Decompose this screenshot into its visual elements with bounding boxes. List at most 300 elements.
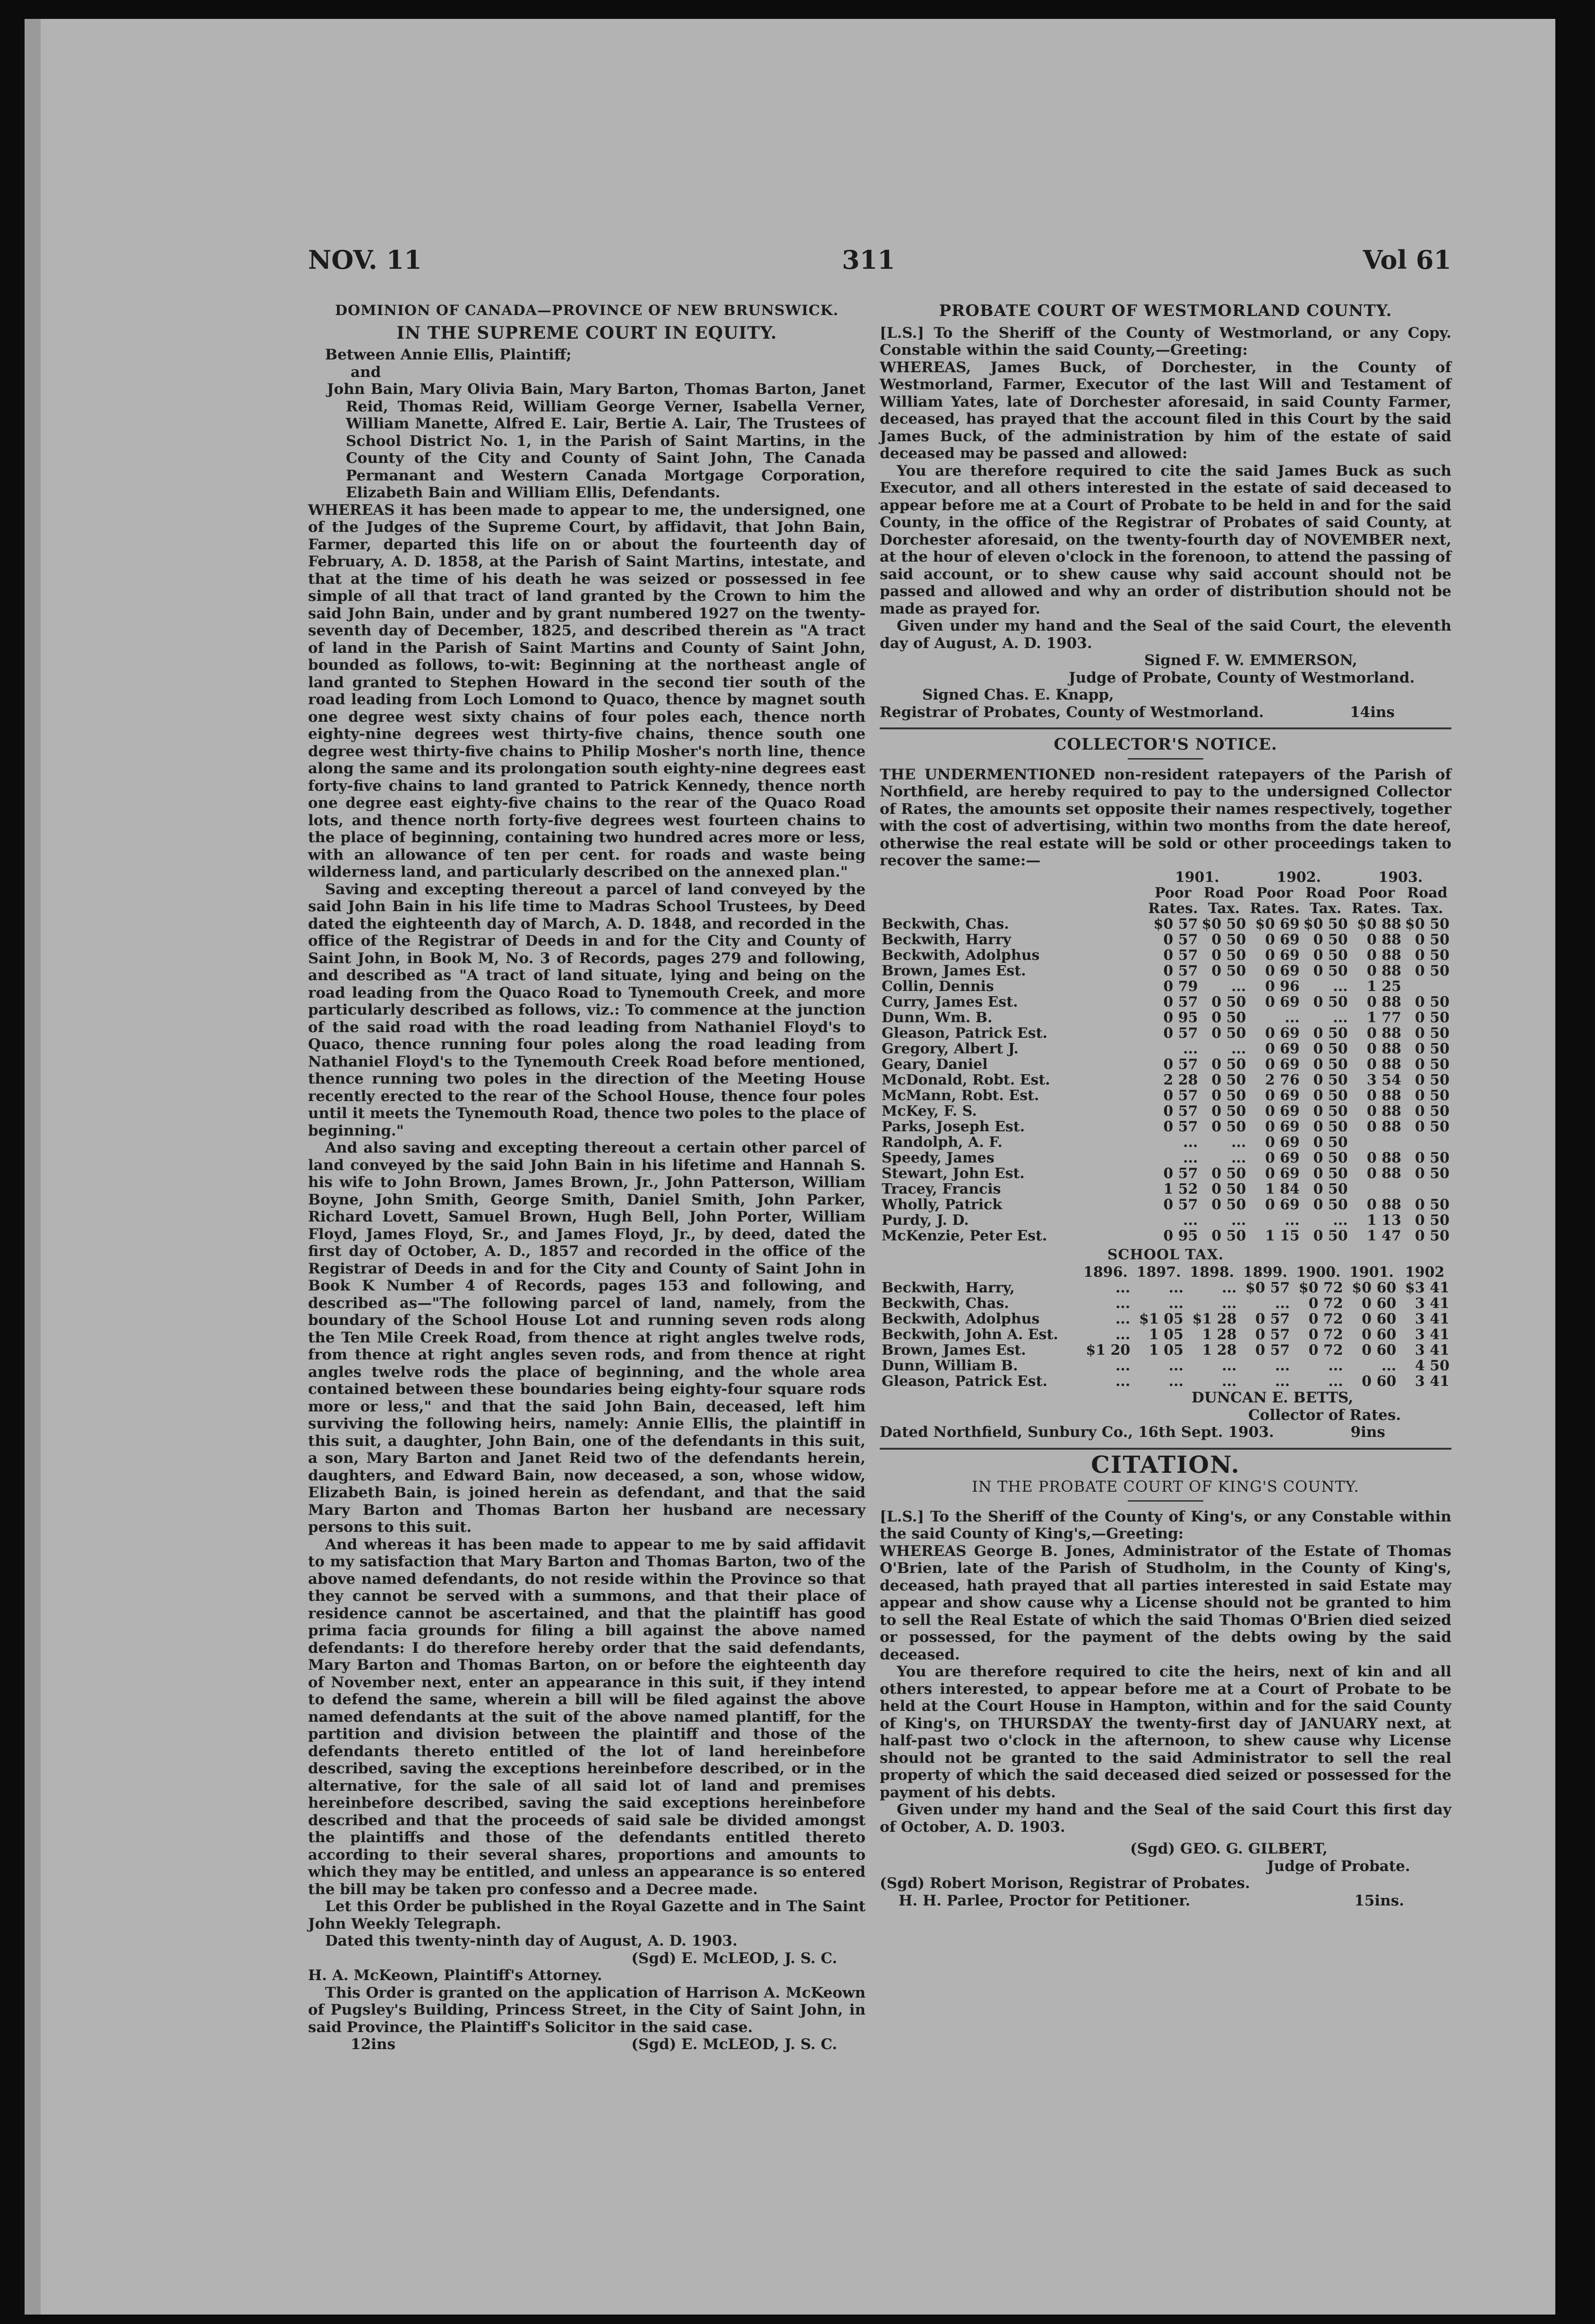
amount-cell: 0 88	[1366, 1149, 1402, 1166]
amount-cell: 0 50	[1211, 962, 1246, 979]
collector-title: Collector of Rates.	[1248, 1406, 1401, 1424]
probate-ls: [L.S.] To the Sheriff of the County of Westmorland, or any Copy. Constable within the said County,—Greeting:	[880, 324, 1451, 359]
amount-cell: 0 69	[1265, 931, 1300, 948]
amount-cell: 0 88	[1366, 1102, 1402, 1119]
collector-table	[880, 870, 1451, 1244]
table-row	[880, 1213, 1451, 1228]
attorney-line: H. A. McKeown, Plaintiff's Attorney.	[308, 1967, 602, 1984]
table-row	[880, 1041, 1451, 1057]
amount-cell: ...	[1183, 1134, 1198, 1151]
amount-cell: 0 57	[1255, 1326, 1290, 1343]
ratepayer-name: Beckwith, Chas.	[882, 915, 1009, 932]
school-tax-table	[880, 1265, 1451, 1389]
amount-cell: 0 57	[1255, 1342, 1290, 1359]
amount-cell: 0 72	[1308, 1326, 1343, 1343]
table-row	[880, 1228, 1451, 1244]
amount-cell: ...	[1222, 1358, 1237, 1374]
court-title: IN THE SUPREME COURT IN EQUITY.	[396, 323, 777, 343]
citation-registrar: (Sgd) Robert Morison, Registrar of Probates.	[880, 1875, 1250, 1892]
citation-judge: Judge of Probate.	[1267, 1857, 1410, 1875]
amount-cell: ...	[1115, 1373, 1131, 1390]
amount-cell: 1 77	[1366, 1009, 1402, 1026]
amount-cell: 0 50	[1313, 1071, 1348, 1088]
amount-cell: $0 50	[1405, 915, 1449, 932]
probate-judge: Judge of Probate, County of Westmorland.	[1069, 669, 1415, 686]
amount-cell: 0 69	[1265, 962, 1300, 979]
probate-heading: PROBATE COURT OF WESTMORLAND COUNTY.	[939, 301, 1392, 320]
amount-cell: 1 28	[1202, 1326, 1237, 1343]
amount-cell: $0 69	[1255, 915, 1300, 932]
citation-proctor: H. H. Parlee, Proctor for Petitioner.	[899, 1892, 1191, 1909]
amount-cell: 0 50	[1211, 1180, 1246, 1197]
amount-cell: 0 88	[1366, 1087, 1402, 1104]
ratepayer-name: McDonald, Robt. Est.	[882, 1071, 1050, 1088]
amount-cell: 3 41	[1415, 1295, 1449, 1312]
amount-cell: $1 05	[1139, 1311, 1183, 1327]
amount-cell: 0 50	[1211, 993, 1246, 1010]
parties-list: John Bain, Mary Olivia Bain, Mary Barton, Thomas Barton, Janet Reid, Thomas Reid, William George Verner, Isabella Verner, William Manette, Alfred E. Lair, Bertie A. Lair, The Trustees of School District No. 1, in the Parish of Saint Martins, in the County of the City and County of Saint John, The Canada Permanant and Western Canada Mortgage Corporation, Elizabeth Bain and William Ellis, Defendants.	[327, 381, 866, 501]
amount-cell: 0 50	[1313, 1118, 1348, 1135]
amount-cell: 0 69	[1265, 1102, 1300, 1119]
amount-cell: 0 57	[1163, 931, 1198, 948]
amount-cell: 0 79	[1163, 978, 1198, 995]
amount-cell: 0 72	[1308, 1342, 1343, 1359]
amount-cell: $0 50	[1303, 915, 1348, 932]
table-row	[880, 1010, 1451, 1025]
amount-cell: 1 28	[1202, 1342, 1237, 1359]
amount-cell: 0 50	[1313, 1196, 1348, 1213]
amount-cell: $0 60	[1352, 1280, 1397, 1296]
left-paragraph-1: WHEREAS it has been made to appear to me, the undersigned, one of the Judges of the Supreme Court, by affidavit, that John Bain, Farmer, departed this life on or about the fourteenth day of February, A. D. 1858, at the Parish of Saint Martins, intestate, and that at the time of his death he was seized or possessed in fee simple of all that tract of land granted by the Crown to him the said John Bain, under and by grant numbered 1927 on the twenty-seventh day of December, 1825, and described therein as "A tract of land in the Parish of Saint Martins and County of Saint John, bounded as follows, to-wit: Beginning at the northeast angle of land granted to Stephen Howard in the second tier south of the road leading from Loch Lomond to Quaco, thence by magnet south one degree west sixty chains of four poles each, thence north eighty-nine degrees west thirty-five chains, thence south one degree west thirty-five chains to Philip Mosher's north line, thence along the same and its prolongation south eighty-nine degrees east forty-five chains to land granted to Patrick Kennedy, thence north one degree east eighty-five chains to the rear of the Quaco Road lots, and thence north forty-five degrees west fourteen chains to the place of beginning, containing two hundred acres more or less, with an allowance of ten per cent. for roads and waste being wilderness land, and particularly described on the annexed plan."	[308, 501, 866, 880]
amount-cell: $0 88	[1357, 915, 1402, 932]
amount-cell: ...	[1231, 1212, 1246, 1229]
amount-cell: 0 57	[1163, 1025, 1198, 1042]
left-signature-2: (Sgd) E. McLEOD, J. S. C.	[631, 2036, 837, 2053]
amount-cell: 0 57	[1163, 1056, 1198, 1073]
collector-footer	[880, 1424, 1451, 1441]
amount-cell	[1350, 1135, 1403, 1150]
amount-cell: ...	[1168, 1295, 1183, 1312]
amount-cell	[1403, 979, 1451, 994]
amount-cell: 0 50	[1313, 1040, 1348, 1057]
amount-cell: $1 28	[1192, 1311, 1237, 1327]
amount-cell: 0 50	[1415, 1009, 1449, 1026]
amount-cell: 0 50	[1313, 1180, 1348, 1197]
ratepayer-name: McMann, Robt. Est.	[882, 1087, 1039, 1104]
amount-cell: ...	[1275, 1358, 1290, 1374]
table-row	[880, 1181, 1451, 1197]
amount-cell: 0 57	[1163, 947, 1198, 964]
year-1902: 1902.	[1277, 869, 1321, 886]
table-row	[880, 1057, 1451, 1072]
amount-cell: 0 50	[1415, 947, 1449, 964]
amount-cell: 0 50	[1211, 1102, 1246, 1119]
amount-cell: ...	[1115, 1326, 1131, 1343]
left-paragraph-4: And whereas it has been made to appear to me by said affidavit to my satisfaction that Mary Barton and Thomas Barton, two of the above named defendants, do not reside within the Province so that they cannot be served with a summons, and that their place of residence cannot be ascertained, and that the plaintiff has good prima facia grounds for filing a bill against the above named defendants: I do therefore hereby order that the said defendants, Mary Barton and Thomas Barton, on or before the eighteenth day of November next, enter an appearance in this suit, if they intend to defend the same, wherein a bill will be filed against the above named defendants at the suit of the above named plantiff, for the partition and division between the plaintiff and those of the defendants thereto entitled of the lot of land hereinbefore described, saving the exceptions hereinbefore described, or in the alternative, for the sale of all said lot of land and premises hereinbefore described, saving the said exceptions hereinbefore described and that the proceeds of said sale be divided amongst the plaintiffs and those of the defendants entitled thereto according to their several shares, proportions and amounts to which they may be entitled, and unless an appearance is so entered the bill may be taken pro confesso and a Decree made.	[308, 1536, 866, 1898]
amount-cell: ...	[1168, 1373, 1183, 1390]
left-paragraph-6: This Order is granted on the application of Harrison A. McKeown of Pugsley's Building, Princess Street, in the City of Saint John, in said Province, the Plaintiff's Solicitor in the said case.	[308, 1984, 866, 2036]
col-header: Poor Rates.	[1148, 884, 1198, 917]
amount-cell: 0 50	[1211, 1025, 1246, 1042]
amount-cell: 0 50	[1211, 931, 1246, 948]
ratepayer-name: Parks, Joseph Est.	[882, 1118, 1025, 1135]
amount-cell: 0 50	[1211, 1087, 1246, 1104]
table-row	[880, 1025, 1451, 1041]
header-page-number: 311	[842, 245, 895, 275]
ratepayer-name: Beckwith, Harry,	[882, 1280, 1015, 1296]
amount-cell: ...	[1328, 1358, 1343, 1374]
amount-cell: 0 50	[1415, 1071, 1449, 1088]
amount-cell: 0 50	[1415, 1102, 1449, 1119]
table-row	[880, 1119, 1451, 1135]
table-row	[880, 1280, 1451, 1296]
amount-cell: 0 69	[1265, 947, 1300, 964]
amount-cell: 0 88	[1366, 1118, 1402, 1135]
school-year: 1897.	[1136, 1264, 1181, 1281]
collector-intro: THE UNDERMENTIONED non-resident ratepayers of the Parish of Northfield, are hereby required to pay to the undersigned Collector of Rates, the amounts set opposite their names respectively, together with the cost of advertising, within two months from the date hereof, otherwise the real estate will be sold or other proceedings taken to recover the same:—	[880, 766, 1451, 869]
amount-cell: 0 69	[1265, 1087, 1300, 1104]
left-dated: Dated this twenty-ninth day of August, A. D. 1903.	[325, 1932, 737, 1949]
collector-dated: Dated Northfield, Sunbury Co., 16th Sept. 1903.	[880, 1424, 1274, 1441]
amount-cell: 0 57	[1163, 1102, 1198, 1119]
collector-years-row	[880, 870, 1451, 885]
amount-cell: ...	[1168, 1358, 1183, 1374]
amount-cell: 0 57	[1163, 1118, 1198, 1135]
ratepayer-name: Brown, James Est.	[882, 1342, 1026, 1359]
ratepayer-name: Gleason, Patrick Est.	[882, 1373, 1047, 1390]
ratepayer-name: Curry, James Est.	[882, 993, 1018, 1010]
amount-cell: 1 13	[1366, 1212, 1402, 1229]
probate-paragraph-2: You are therefore required to cite the said James Buck as such Executor, and all others interested in the estate of said deceased to appear before me at a Court of Probate to be held in and for the said County, in the office of the Registrar of Probates of said County, at Dorchester aforesaid, on the twenty-fourth day of NOVEMBER next, at the hour of eleven o'clock in the forenoon, to attend the passing of said account, or to shew cause why said account should not be passed and allowed and why an order of distribution should not be made as prayed for.	[880, 462, 1451, 617]
amount-cell: 0 95	[1163, 1227, 1198, 1244]
amount-cell: 0 57	[1163, 993, 1198, 1010]
amount-cell: 0 50	[1313, 1025, 1348, 1042]
amount-cell: 0 88	[1366, 1025, 1402, 1042]
amount-cell: 0 57	[1163, 1165, 1198, 1182]
amount-cell: 0 50	[1415, 1212, 1449, 1229]
col-header: Road Tax.	[1305, 884, 1346, 917]
citation-paragraph-1: WHEREAS George B. Jones, Administrator of the Estate of Thomas O'Brien, late of the Parish of Studholm, in the County of King's, deceased, hath prayed that all parties interested in said Estate may appear and show cause why a License should not be granted to him to sell the Real Estate of which the said Thomas O'Brien died seized or possessed, for the payment of the debts owing by the said deceased.	[880, 1542, 1451, 1663]
header-date: NOV. 11	[308, 245, 422, 275]
header-volume: Vol 61	[1363, 245, 1451, 275]
school-year: 1902	[1405, 1264, 1445, 1281]
amount-cell: 0 50	[1313, 1134, 1348, 1151]
table-row	[880, 916, 1451, 932]
table-row	[880, 1296, 1451, 1311]
year-1903: 1903.	[1378, 869, 1423, 886]
table-row	[880, 1103, 1451, 1119]
school-tax-heading: SCHOOL TAX.	[1107, 1246, 1224, 1263]
amount-cell: 1 47	[1366, 1227, 1402, 1244]
amount-cell: 1 15	[1265, 1227, 1300, 1244]
amount-cell: ...	[1333, 978, 1348, 995]
amount-cell: 0 50	[1415, 1087, 1449, 1104]
amount-cell: 0 50	[1415, 931, 1449, 948]
amount-cell: 0 95	[1163, 1009, 1198, 1026]
amount-cell: $3 41	[1405, 1280, 1449, 1296]
amount-cell: 0 69	[1265, 1056, 1300, 1073]
amount-cell: 4 50	[1415, 1358, 1449, 1374]
amount-cell: ...	[1285, 1212, 1300, 1229]
collector-ins: 9ins	[1350, 1424, 1385, 1441]
ratepayer-name: Stewart, John Est.	[882, 1165, 1025, 1182]
amount-cell: ...	[1275, 1295, 1290, 1312]
amount-cell: ...	[1222, 1280, 1237, 1296]
amount-cell: 0 69	[1265, 1134, 1300, 1151]
amount-cell: 0 50	[1415, 1165, 1449, 1182]
amount-cell: 3 41	[1415, 1311, 1449, 1327]
amount-cell: 0 88	[1366, 1040, 1402, 1057]
left-paragraph-2: Saving and excepting thereout a parcel of land conveyed by the said John Bain in his life time to Madras School Trustees, by Deed dated the eighteenth day of March, A. D. 1848, and recorded in the office of the Registrar of Deeds in and for the City and County of Saint John, in Book M, No. 3 of Records, pages 279 and following, and described as "A tract of land situate, lying and being on the road leading from the Quaco Road to Tynemouth Creek, and more particularly described as follows, viz.: To commence at the junction of the said road with the road leading from Nathaniel Floyd's to Quaco, thence running four poles along the road leading from Nathaniel Floyd's to the Tynemouth Creek Road before mentioned, thence running two poles in the direction of the Meeting House recently erected to the rear of the School House, thence four poles until it meets the Tynemouth Road, thence two poles to the place of beginning."	[308, 880, 866, 1139]
school-year: 1898.	[1190, 1264, 1235, 1281]
amount-cell: $1 20	[1086, 1342, 1131, 1359]
amount-cell: 0 88	[1366, 947, 1402, 964]
left-column	[308, 302, 866, 2053]
amount-cell: 0 96	[1265, 978, 1300, 995]
amount-cell: 3 54	[1366, 1071, 1402, 1088]
amount-cell: ...	[1231, 978, 1246, 995]
ratepayer-name: Tracey, Francis	[882, 1180, 1001, 1197]
page-edge	[25, 19, 41, 2315]
amount-cell: ...	[1381, 1358, 1397, 1374]
amount-cell: 0 50	[1415, 1227, 1449, 1244]
citation-ls: [L.S.] To the Sheriff of the County of King's, or any Constable within the said County of King's,—Greeting:	[880, 1508, 1451, 1542]
amount-cell: ...	[1168, 1280, 1183, 1296]
amount-cell: 0 88	[1366, 1196, 1402, 1213]
amount-cell: ...	[1333, 1212, 1348, 1229]
ratepayer-name: Gleason, Patrick Est.	[882, 1025, 1047, 1042]
ratepayer-name: Beckwith, John A. Est.	[882, 1326, 1058, 1343]
collector-cols-row	[880, 885, 1451, 916]
amount-cell: 0 69	[1265, 1196, 1300, 1213]
left-footer	[308, 2036, 866, 2053]
table-row	[880, 1197, 1451, 1213]
left-ins: 12ins	[351, 2036, 395, 2053]
table-row	[880, 1088, 1451, 1103]
citation-signature: (Sgd) GEO. G. GILBERT,	[1130, 1840, 1328, 1857]
amount-cell: 0 50	[1211, 947, 1246, 964]
table-row	[880, 963, 1451, 979]
amount-cell: 0 72	[1308, 1311, 1343, 1327]
table-row	[880, 1311, 1451, 1327]
amount-cell: ...	[1231, 1040, 1246, 1057]
amount-cell: 0 60	[1362, 1342, 1397, 1359]
and-line: and	[351, 363, 381, 381]
citation-short-rule	[1128, 1500, 1203, 1502]
amount-cell: 0 50	[1415, 1025, 1449, 1042]
amount-cell: 1 05	[1149, 1326, 1183, 1343]
col-header: Road Tax.	[1407, 884, 1448, 917]
amount-cell: 0 50	[1211, 1196, 1246, 1213]
col-header: Poor Rates.	[1250, 884, 1300, 917]
probate-ins: 14ins	[1350, 703, 1395, 721]
ratepayer-name: Dunn, Wm. B.	[882, 1009, 993, 1026]
collector-heading: COLLECTOR'S NOTICE.	[1054, 735, 1278, 754]
amount-cell: ...	[1222, 1295, 1237, 1312]
school-year: 1899.	[1243, 1264, 1287, 1281]
amount-cell: $0 57	[1153, 915, 1198, 932]
probate-paragraph-1: WHEREAS, James Buck, of Dorchester, in the County of Westmorland, Farmer, Executor of the last Will and Testament of William Yates, late of Dorchester aforesaid, in said County Farmer, deceased, has prayed that the account filed in this Court by the said James Buck, of the administration by him of the estate of said deceased may be passed and allowed:	[880, 359, 1451, 462]
amount-cell: $0 57	[1245, 1280, 1290, 1296]
amount-cell: 0 50	[1313, 1087, 1348, 1104]
amount-cell	[1350, 1181, 1403, 1197]
amount-cell: ...	[1183, 1149, 1198, 1166]
probate-signed: Signed F. W. EMMERSON,	[1144, 652, 1357, 669]
amount-cell: 0 60	[1362, 1373, 1397, 1390]
amount-cell: 0 60	[1362, 1326, 1397, 1343]
citation-ins: 15ins.	[1354, 1892, 1404, 1909]
amount-cell	[1403, 1181, 1451, 1197]
ratepayer-name: Speedy, James	[882, 1149, 995, 1166]
section-rule-1	[880, 727, 1451, 729]
amount-cell: 0 57	[1163, 1087, 1198, 1104]
school-year: 1901.	[1349, 1264, 1394, 1281]
amount-cell: 0 50	[1211, 1009, 1246, 1026]
school-year: 1900.	[1296, 1264, 1341, 1281]
school-years-row	[880, 1265, 1451, 1280]
amount-cell: 0 50	[1415, 1118, 1449, 1135]
amount-cell: 0 69	[1265, 1149, 1300, 1166]
amount-cell: 1 52	[1163, 1180, 1198, 1197]
table-row	[880, 1374, 1451, 1389]
amount-cell: 1 25	[1366, 978, 1402, 995]
amount-cell: 0 57	[1163, 962, 1198, 979]
amount-cell: 2 28	[1163, 1071, 1198, 1088]
amount-cell: 0 69	[1265, 1025, 1300, 1042]
amount-cell: 0 50	[1313, 1102, 1348, 1119]
citation-paragraph-2: You are therefore required to cite the heirs, next of kin and all others interested, to appear before me at a Court of Probate to be held at the Court House in Hampton, within and for the said County of King's, on THURSDAY the twenty-first day of JANUARY next, at half-past two o'clock in the afternoon, to shew cause why License should not be granted to the said Administrator to sell the real property of which the said deceased died seized or possessed for the payment of his debts.	[880, 1663, 1451, 1801]
amount-cell: 0 50	[1313, 931, 1348, 948]
amount-cell: 2 76	[1265, 1071, 1300, 1088]
amount-cell: ...	[1115, 1311, 1131, 1327]
amount-cell: 0 69	[1265, 993, 1300, 1010]
amount-cell: 0 50	[1211, 1056, 1246, 1073]
ratepayer-name: Dunn, William B.	[882, 1358, 1018, 1374]
table-row	[880, 1150, 1451, 1166]
amount-cell: 0 72	[1308, 1295, 1343, 1312]
col-header: Road Tax.	[1203, 884, 1244, 917]
amount-cell: 0 50	[1313, 962, 1348, 979]
amount-cell: 0 57	[1255, 1311, 1290, 1327]
amount-cell: 0 50	[1211, 1071, 1246, 1088]
table-row	[880, 932, 1451, 948]
amount-cell: 0 60	[1362, 1295, 1397, 1312]
ratepayer-name: Collin, Dennis	[882, 978, 994, 995]
amount-cell: 0 69	[1265, 1118, 1300, 1135]
table-row	[880, 1358, 1451, 1374]
amount-cell: 0 50	[1211, 1227, 1246, 1244]
amount-cell: ...	[1115, 1280, 1131, 1296]
ratepayer-name: Randolph, A. F.	[882, 1134, 1003, 1151]
amount-cell: 0 50	[1415, 1196, 1449, 1213]
left-paragraph-3: And also saving and excepting thereout a certain other parcel of land conveyed by the said John Bain in his lifetime and Hannah S. his wife to John Brown, James Brown, Jr., John Patterson, William Boyne, John Smith, George Smith, Daniel Smith, John Parker, Richard Lovett, Samuel Brown, Hugh Bell, John Porter, William Floyd, James Floyd, Sr., and James Floyd, Jr., by deed, dated the first day of October, A. D., 1857 and recorded in the office of the Registrar of Deeds in and for the City and County of Saint John in Book K Number 4 of Records, pages 153 and following, and described as—"The following parcel of land, namely, from the boundary of the School House Lot and running seven rods along the Ten Mile Creek Road, from thence at right angles twelve rods, from thence at right angles seven rods, and from thence at right angles twelve rods the place of beginning, and the whole area contained between these boundaries being eighty-four square rods more or less," and that the said John Bain, deceased, left him surviving the following heirs, namely: Annie Ellis, the plaintiff in this suit, a daughter, John Bain, one of the defendants in this suit, a son, Mary Barton and Janet Reid two of the defendants herein, daughters, and Edward Bain, now deceased, a son, whose widow, Elizabeth Bain, is joined herein as defendant, and that the said Mary Barton and Thomas Barton her husband are necessary persons to this suit.	[308, 1139, 866, 1536]
right-column	[880, 302, 1451, 1909]
amount-cell: 3 41	[1415, 1373, 1449, 1390]
table-row	[880, 948, 1451, 963]
amount-cell: 0 69	[1265, 1040, 1300, 1057]
amount-cell: 0 69	[1265, 1165, 1300, 1182]
amount-cell: 0 57	[1163, 1196, 1198, 1213]
col-header: Poor Rates.	[1351, 884, 1402, 917]
collector-name: DUNCAN E. BETTS,	[1192, 1389, 1354, 1406]
amount-cell: 0 50	[1313, 993, 1348, 1010]
amount-cell: ...	[1115, 1295, 1131, 1312]
ratepayer-name: Beckwith, Harry	[882, 931, 1012, 948]
table-row	[880, 1166, 1451, 1181]
amount-cell: 0 88	[1366, 1165, 1402, 1182]
year-1901: 1901.	[1175, 869, 1219, 886]
ratepayer-name: McKey, F. S.	[882, 1102, 977, 1119]
amount-cell: 0 88	[1366, 993, 1402, 1010]
amount-cell: $0 72	[1298, 1280, 1343, 1296]
table-row	[880, 994, 1451, 1010]
amount-cell: 0 88	[1366, 931, 1402, 948]
amount-cell: 0 50	[1415, 1149, 1449, 1166]
between-line: Between Annie Ellis, Plaintiff;	[325, 346, 572, 363]
amount-cell: 0 50	[1415, 1056, 1449, 1073]
amount-cell: 1 05	[1149, 1342, 1183, 1359]
left-heading: DOMINION OF CANADA—PROVINCE OF NEW BRUNSWICK.	[335, 302, 839, 319]
amount-cell: ...	[1275, 1373, 1290, 1390]
amount-cell: ...	[1328, 1373, 1343, 1390]
amount-cell: 0 60	[1362, 1311, 1397, 1327]
ratepayer-name: Beckwith, Chas.	[882, 1295, 1009, 1312]
table-row	[880, 1072, 1451, 1088]
table-row	[880, 1135, 1451, 1150]
citation-given: Given under my hand and the Seal of the said Court this first day of October, A. D. 1903.	[880, 1801, 1451, 1836]
amount-cell: 0 50	[1415, 962, 1449, 979]
ratepayer-name: Beckwith, Adolphus	[882, 1311, 1040, 1327]
amount-cell: ...	[1183, 1212, 1198, 1229]
table-row	[880, 1327, 1451, 1342]
amount-cell: ...	[1183, 1040, 1198, 1057]
amount-cell: 0 50	[1313, 1056, 1348, 1073]
ratepayer-name: Wholly, Patrick	[882, 1196, 1003, 1213]
citation-footer	[880, 1892, 1451, 1910]
citation-court: IN THE PROBATE COURT OF KING'S COUNTY.	[972, 1478, 1359, 1495]
probate-given: Given under my hand and the Seal of the said Court, the eleventh day of August, A. D. 1903.	[880, 617, 1451, 652]
ratepayer-name: Beckwith, Adolphus	[882, 947, 1040, 964]
school-year: 1896.	[1083, 1264, 1128, 1281]
school-table-body	[880, 1280, 1451, 1389]
amount-cell: 1 84	[1265, 1180, 1300, 1197]
amount-cell: ...	[1333, 1009, 1348, 1026]
ratepayer-name: Geary, Daniel	[882, 1056, 988, 1073]
ratepayer-name: Gregory, Albert J.	[882, 1040, 1019, 1057]
amount-cell: 0 50	[1211, 1118, 1246, 1135]
collector-table-body	[880, 916, 1451, 1244]
amount-cell: ...	[1231, 1134, 1246, 1151]
left-signature-1: (Sgd) E. McLEOD, J. S. C.	[631, 1949, 837, 1967]
amount-cell: 3 41	[1415, 1342, 1449, 1359]
amount-cell: 0 50	[1313, 1227, 1348, 1244]
amount-cell: 0 50	[1313, 947, 1348, 964]
table-row	[880, 1342, 1451, 1358]
amount-cell: 0 50	[1211, 1165, 1246, 1182]
ratepayer-name: Purdy, J. D.	[882, 1212, 969, 1229]
amount-cell: 0 88	[1366, 962, 1402, 979]
newspaper-page	[25, 19, 1555, 2315]
amount-cell: ...	[1115, 1358, 1131, 1374]
amount-cell: 0 50	[1313, 1149, 1348, 1166]
left-paragraph-5: Let this Order be published in the Royal Gazette and in The Saint John Weekly Telegraph.	[308, 1898, 866, 1932]
section-rule-2	[880, 1448, 1451, 1450]
amount-cell: 0 50	[1415, 1040, 1449, 1057]
citation-heading: CITATION.	[1091, 1450, 1240, 1478]
amount-cell: 0 50	[1313, 1165, 1348, 1182]
amount-cell: $0 50	[1201, 915, 1246, 932]
amount-cell: 0 50	[1415, 993, 1449, 1010]
